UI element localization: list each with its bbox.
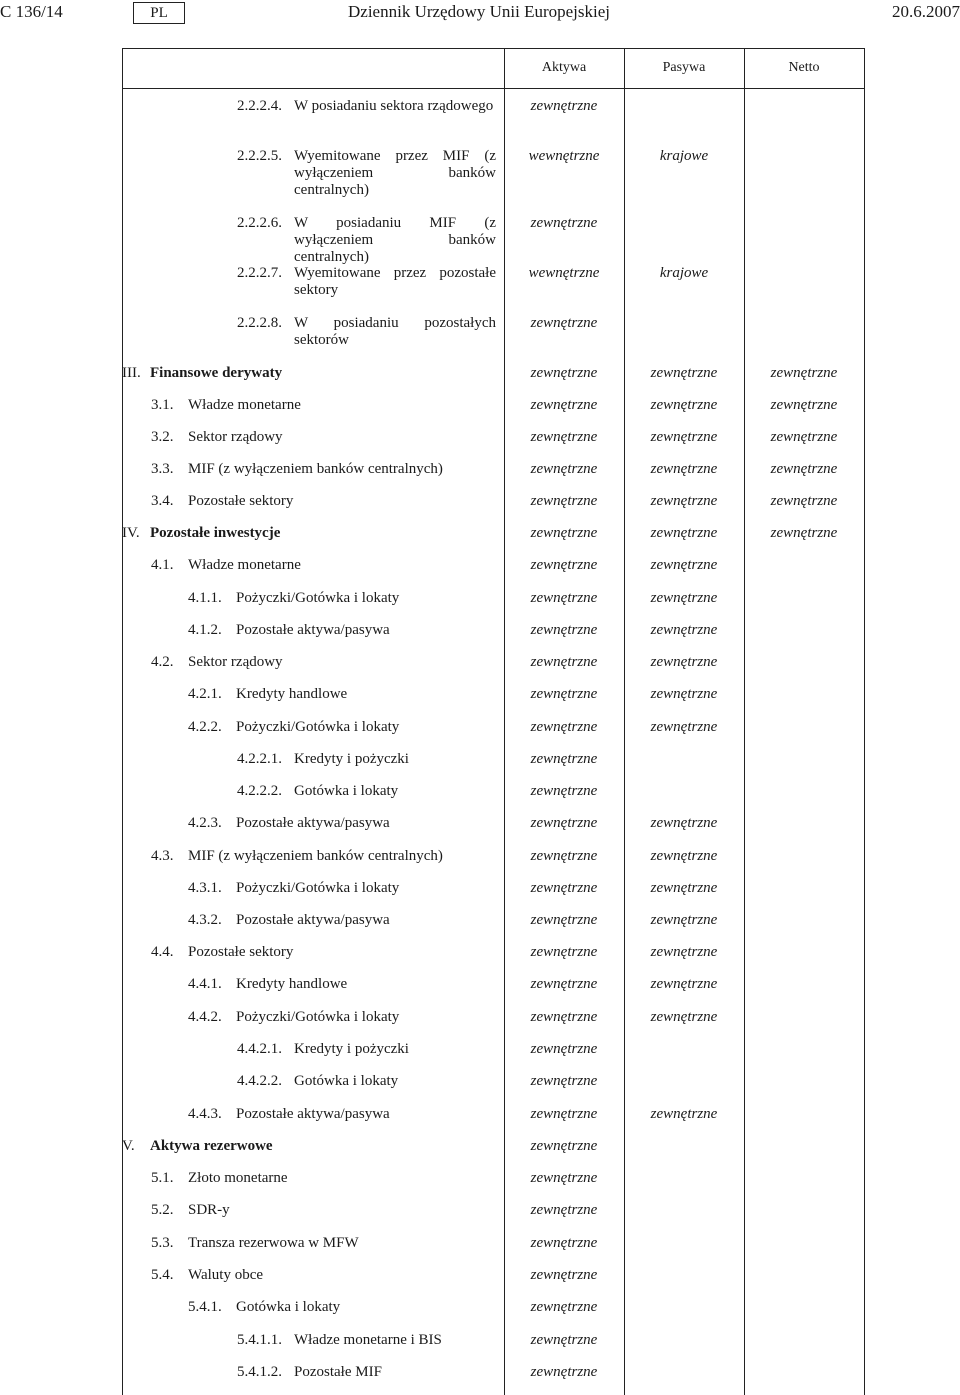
cell-aktywa: zewnętrzne bbox=[530, 1009, 598, 1025]
row-code: 4.4.2.2. bbox=[237, 1073, 282, 1089]
column-header-aktywa: Aktywa bbox=[541, 60, 587, 75]
row-code: 4.2.2.1. bbox=[237, 751, 282, 767]
cell-aktywa: zewnętrzne bbox=[530, 912, 598, 928]
row-label: W posiadaniu sektora rządowego bbox=[294, 98, 494, 114]
row-label: Wyemitowane przez pozostałe sektory bbox=[294, 265, 496, 298]
cell-pasywa: krajowe bbox=[659, 265, 709, 281]
row-label: Pozostałe inwestycje bbox=[150, 525, 281, 541]
cell-aktywa: zewnętrzne bbox=[530, 751, 598, 767]
cell-pasywa: zewnętrzne bbox=[650, 880, 718, 896]
row-code: 4.2.2. bbox=[188, 719, 222, 735]
table-right-border bbox=[864, 48, 865, 1395]
row-label: Władze monetarne bbox=[188, 397, 301, 413]
cell-netto: zewnętrzne bbox=[770, 397, 838, 413]
cell-aktywa: zewnętrzne bbox=[530, 944, 598, 960]
cell-aktywa: zewnętrzne bbox=[530, 1041, 598, 1057]
row-label: Gotówka i lokaty bbox=[294, 783, 399, 799]
cell-aktywa: zewnętrzne bbox=[530, 848, 598, 864]
row-code: 5.4.1.1. bbox=[237, 1332, 282, 1348]
row-label: Kredyty i pożyczki bbox=[294, 1041, 409, 1057]
row-code: 4.2.3. bbox=[188, 815, 222, 831]
row-label: Pozostałe sektory bbox=[188, 944, 294, 960]
cell-aktywa: zewnętrzne bbox=[530, 461, 598, 477]
row-code: 4.2.1. bbox=[188, 686, 222, 702]
row-label: Waluty obce bbox=[188, 1267, 264, 1283]
cell-aktywa: zewnętrzne bbox=[530, 1364, 598, 1380]
row-label: Pozostałe aktywa/pasywa bbox=[236, 912, 390, 928]
cell-aktywa: zewnętrzne bbox=[530, 1138, 598, 1154]
row-label: Złoto monetarne bbox=[188, 1170, 288, 1186]
row-label: Sektor rządowy bbox=[188, 429, 283, 445]
row-code: 3.3. bbox=[151, 461, 174, 477]
row-code: 4.2. bbox=[151, 654, 174, 670]
row-code: 4.3. bbox=[151, 848, 174, 864]
row-code: 3.1. bbox=[151, 397, 174, 413]
row-label: Pozostałe sektory bbox=[188, 493, 294, 509]
row-code: 4.4.3. bbox=[188, 1106, 222, 1122]
row-label: Kredyty handlowe bbox=[236, 976, 348, 992]
row-code: 2.2.2.6. bbox=[237, 215, 282, 231]
cell-netto: zewnętrzne bbox=[770, 365, 838, 381]
table-header-rule bbox=[122, 88, 864, 89]
cell-aktywa: zewnętrzne bbox=[530, 622, 598, 638]
cell-aktywa: zewnętrzne bbox=[530, 815, 598, 831]
row-label: MIF (z wyłączeniem banków centralnych) bbox=[188, 461, 443, 477]
row-code: 5.1. bbox=[151, 1170, 174, 1186]
cell-pasywa: zewnętrzne bbox=[650, 686, 718, 702]
cell-pasywa: zewnętrzne bbox=[650, 912, 718, 928]
row-label: Aktywa rezerwowe bbox=[150, 1138, 273, 1154]
row-code: 4.1.2. bbox=[188, 622, 222, 638]
row-code: 4.2.2.2. bbox=[237, 783, 282, 799]
row-code: 2.2.2.5. bbox=[237, 148, 282, 164]
cell-aktywa: zewnętrzne bbox=[530, 1235, 598, 1251]
cell-pasywa: zewnętrzne bbox=[650, 429, 718, 445]
table-top-rule bbox=[122, 48, 864, 49]
column-divider-netto bbox=[744, 48, 745, 1395]
cell-aktywa: zewnętrzne bbox=[530, 215, 598, 231]
cell-pasywa: zewnętrzne bbox=[650, 654, 718, 670]
row-label: Pożyczki/Gotówka i lokaty bbox=[236, 719, 400, 735]
row-label: Wyemitowane przez MIF (z wyłączeniem banków centralnych) bbox=[294, 148, 496, 198]
cell-netto: zewnętrzne bbox=[770, 461, 838, 477]
cell-aktywa: zewnętrzne bbox=[530, 880, 598, 896]
journal-title: Dziennik Urzędowy Unii Europejskiej bbox=[348, 2, 611, 21]
cell-pasywa: zewnętrzne bbox=[650, 1106, 718, 1122]
cell-aktywa: zewnętrzne bbox=[530, 1106, 598, 1122]
row-code: IV. bbox=[122, 525, 140, 541]
cell-aktywa: wewnętrzne bbox=[528, 148, 600, 164]
cell-aktywa: zewnętrzne bbox=[530, 1332, 598, 1348]
row-code: 4.4.2. bbox=[188, 1009, 222, 1025]
cell-pasywa: zewnętrzne bbox=[650, 590, 718, 606]
row-label: Pozostałe aktywa/pasywa bbox=[236, 815, 390, 831]
cell-pasywa: zewnętrzne bbox=[650, 525, 718, 541]
cell-aktywa: zewnętrzne bbox=[530, 397, 598, 413]
row-code: 2.2.2.8. bbox=[237, 315, 282, 331]
row-label: Kredyty handlowe bbox=[236, 686, 348, 702]
cell-pasywa: zewnętrzne bbox=[650, 848, 718, 864]
row-label: Pozostałe MIF bbox=[294, 1364, 382, 1380]
row-label: Pożyczki/Gotówka i lokaty bbox=[236, 880, 400, 896]
cell-pasywa: krajowe bbox=[659, 148, 709, 164]
cell-pasywa: zewnętrzne bbox=[650, 365, 718, 381]
cell-aktywa: zewnętrzne bbox=[530, 1299, 598, 1315]
cell-pasywa: zewnętrzne bbox=[650, 461, 718, 477]
language-badge: PL bbox=[133, 2, 185, 24]
row-label: Finansowe derywaty bbox=[150, 365, 283, 381]
row-label: Transza rezerwowa w MFW bbox=[188, 1235, 359, 1251]
cell-aktywa: zewnętrzne bbox=[530, 1073, 598, 1089]
row-code: 2.2.2.7. bbox=[237, 265, 282, 281]
cell-aktywa: zewnętrzne bbox=[530, 783, 598, 799]
row-code: 3.2. bbox=[151, 429, 174, 445]
row-code: 4.3.2. bbox=[188, 912, 222, 928]
cell-netto: zewnętrzne bbox=[770, 429, 838, 445]
column-header-pasywa: Pasywa bbox=[662, 60, 706, 75]
page-reference: C 136/14 bbox=[0, 2, 63, 21]
row-label: Władze monetarne bbox=[188, 557, 301, 573]
row-code: 4.4.1. bbox=[188, 976, 222, 992]
cell-aktywa: zewnętrzne bbox=[530, 493, 598, 509]
row-code: 4.3.1. bbox=[188, 880, 222, 896]
cell-aktywa: zewnętrzne bbox=[530, 525, 598, 541]
row-label: Pozostałe aktywa/pasywa bbox=[236, 622, 390, 638]
row-label: Pozostałe aktywa/pasywa bbox=[236, 1106, 390, 1122]
cell-aktywa: zewnętrzne bbox=[530, 719, 598, 735]
cell-pasywa: zewnętrzne bbox=[650, 622, 718, 638]
cell-aktywa: zewnętrzne bbox=[530, 1202, 598, 1218]
cell-pasywa: zewnętrzne bbox=[650, 1009, 718, 1025]
cell-aktywa: zewnętrzne bbox=[530, 557, 598, 573]
cell-aktywa: zewnętrzne bbox=[530, 98, 598, 114]
row-code: 5.2. bbox=[151, 1202, 174, 1218]
cell-pasywa: zewnętrzne bbox=[650, 815, 718, 831]
cell-netto: zewnętrzne bbox=[770, 493, 838, 509]
row-label: MIF (z wyłączeniem banków centralnych) bbox=[188, 848, 443, 864]
row-code: 5.3. bbox=[151, 1235, 174, 1251]
cell-aktywa: zewnętrzne bbox=[530, 429, 598, 445]
column-header-netto: Netto bbox=[788, 60, 820, 75]
cell-pasywa: zewnętrzne bbox=[650, 976, 718, 992]
cell-netto: zewnętrzne bbox=[770, 525, 838, 541]
cell-aktywa: zewnętrzne bbox=[530, 1267, 598, 1283]
cell-aktywa: zewnętrzne bbox=[530, 365, 598, 381]
row-code: 5.4.1.2. bbox=[237, 1364, 282, 1380]
cell-aktywa: zewnętrzne bbox=[530, 315, 598, 331]
row-label: Kredyty i pożyczki bbox=[294, 751, 409, 767]
row-label: Władze monetarne i BIS bbox=[294, 1332, 442, 1348]
cell-aktywa: wewnętrzne bbox=[528, 265, 600, 281]
row-code: 5.4.1. bbox=[188, 1299, 222, 1315]
cell-aktywa: zewnętrzne bbox=[530, 976, 598, 992]
cell-pasywa: zewnętrzne bbox=[650, 944, 718, 960]
publication-date: 20.6.2007 bbox=[892, 2, 960, 21]
row-code: 4.4. bbox=[151, 944, 174, 960]
row-code: III. bbox=[122, 365, 141, 381]
row-label: Gotówka i lokaty bbox=[236, 1299, 341, 1315]
cell-pasywa: zewnętrzne bbox=[650, 719, 718, 735]
row-code: 5.4. bbox=[151, 1267, 174, 1283]
row-code: 4.1. bbox=[151, 557, 174, 573]
cell-aktywa: zewnętrzne bbox=[530, 654, 598, 670]
cell-pasywa: zewnętrzne bbox=[650, 557, 718, 573]
row-code: 3.4. bbox=[151, 493, 174, 509]
row-label: Sektor rządowy bbox=[188, 654, 283, 670]
row-code: V. bbox=[122, 1138, 135, 1154]
cell-pasywa: zewnętrzne bbox=[650, 493, 718, 509]
row-code: 4.4.2.1. bbox=[237, 1041, 282, 1057]
row-code: 2.2.2.4. bbox=[237, 98, 282, 114]
cell-aktywa: zewnętrzne bbox=[530, 1170, 598, 1186]
table-left-border bbox=[122, 48, 123, 1395]
cell-aktywa: zewnętrzne bbox=[530, 590, 598, 606]
row-label: W posiadaniu pozostałych sektorów bbox=[294, 315, 496, 348]
cell-pasywa: zewnętrzne bbox=[650, 397, 718, 413]
cell-aktywa: zewnętrzne bbox=[530, 686, 598, 702]
row-label: Gotówka i lokaty bbox=[294, 1073, 399, 1089]
row-label: Pożyczki/Gotówka i lokaty bbox=[236, 1009, 400, 1025]
row-label: W posiadaniu MIF (z wyłączeniem banków centralnych) bbox=[294, 215, 496, 265]
row-label: Pożyczki/Gotówka i lokaty bbox=[236, 590, 400, 606]
row-label: SDR-y bbox=[188, 1202, 230, 1218]
row-code: 4.1.1. bbox=[188, 590, 222, 606]
